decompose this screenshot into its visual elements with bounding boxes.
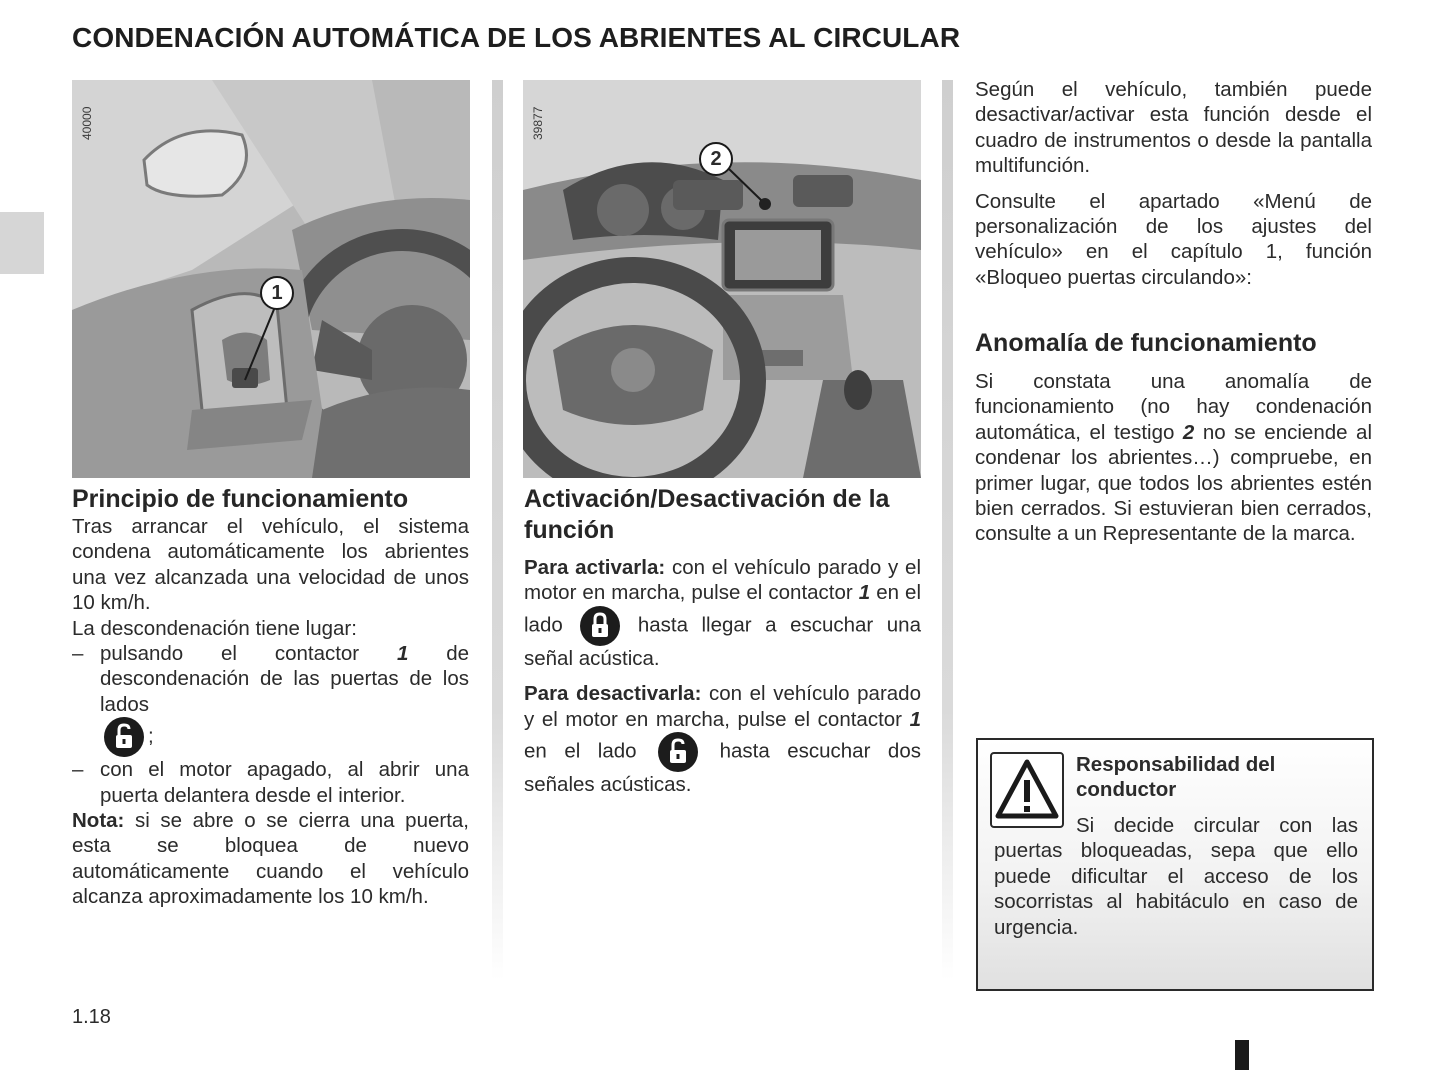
anomalia-paragraph	[975, 369, 1372, 547]
callout-1: 1	[260, 276, 294, 310]
anomalia-text-part: Si constata una anomalía de funcionamiento (no hay condenación automática, el testigo	[975, 370, 1372, 444]
callout-ref: 2	[1182, 420, 1195, 444]
column-separator	[492, 80, 503, 980]
descondenacion-intro: La descondenación tiene lugar:	[72, 616, 357, 640]
lock-icon	[580, 606, 620, 646]
column3-paragraph: Según el vehículo, también puede desactivar/activar esta función desde el cuadro de instrumentos o desde la pantalla multifunción.	[975, 78, 1372, 178]
activar-paragraph	[524, 555, 921, 671]
note-label: Nota:	[72, 809, 125, 833]
page-title: CONDENACIÓN AUTOMÁTICA DE LOS ABRIENTES AL CIRCULAR	[72, 22, 961, 53]
principio-text	[72, 514, 469, 910]
note-paragraph	[72, 808, 469, 910]
activar-label: Para activarla:	[524, 556, 666, 579]
note-text: si se abre o se cierra una puerta, esta se bloquea de nuevo automáticamente cuando el vehículo alcanza aproximadamente los 10 km/h.	[72, 809, 469, 909]
callout-ref: 1	[858, 581, 871, 605]
bullet-end: ;	[148, 724, 154, 748]
section-heading-activacion: Activación/Desactivación de la función	[524, 485, 890, 544]
figure-code: 40000	[80, 106, 94, 140]
door-panel-photo	[72, 80, 470, 478]
column3-paragraph: Consulte el apartado «Menú de personalización de los ajustes del vehículo» en el capítulo 1, función «Bloqueo puertas circulando»:	[975, 189, 1372, 289]
desactivar-label: Para desactivarla:	[524, 682, 702, 706]
activar-text: en el lado	[524, 581, 922, 637]
warning-box	[976, 738, 1374, 991]
desactivar-text: con el vehículo parado y el motor en marcha, pulse el contactor	[524, 682, 921, 731]
activar-text: hasta llegar a escuchar una señal acústica.	[524, 613, 921, 670]
page-number: 1.18	[72, 1006, 111, 1028]
dashboard-photo	[523, 80, 921, 478]
anomalia-text	[975, 369, 1372, 547]
desactivar-text: hasta escuchar dos señales acústicas.	[524, 739, 921, 797]
section-heading-principio: Principio de funcionamiento	[72, 485, 409, 513]
callout-ref: 1	[396, 642, 409, 666]
anomalia-text-part: no se enciende al condenar los abrientes…) compruebe, en primer lugar, que todos los abrientes estén bien cerrados. Si estuvieran bien cerrados, consulte a un Representante de la marca.	[975, 420, 1372, 546]
bullet-item	[72, 757, 469, 808]
callout-2: 2	[699, 142, 733, 176]
section-heading-anomalia: Anomalía de funcionamiento	[975, 329, 1317, 357]
warning-text: Si decide circular con las puertas bloqueadas, sepa que ello puede dificultar el acceso de los socorristas al habitáculo en caso de urgencia.	[994, 814, 1358, 939]
figure-code: 39877	[531, 106, 545, 140]
bullet-item	[72, 641, 469, 757]
desactivar-text: en el lado	[524, 739, 637, 763]
unlock-icon	[658, 732, 698, 772]
activacion-text	[524, 555, 921, 797]
bullet-text: de descondenación de las puertas de los lados	[100, 642, 470, 716]
callout-ref: 1	[909, 707, 921, 731]
edge-marker	[1235, 1040, 1249, 1070]
column3-intro	[975, 77, 1372, 290]
warning-title: Responsabilidad del conductor	[1076, 753, 1276, 802]
column-separator	[942, 80, 953, 980]
bullet-text: con el motor apagado, al abrir una puerta delantera desde el interior.	[100, 758, 469, 807]
principio-paragraph: Tras arrancar el vehículo, el sistema condena automáticamente los abrientes una vez alcanzada una velocidad de unos 10 km/h.	[72, 515, 469, 615]
desactivar-paragraph	[524, 681, 921, 797]
chapter-tab	[0, 212, 44, 274]
dashboard-illustration	[523, 80, 921, 478]
bullet-text: pulsando el contactor	[100, 642, 397, 666]
unlock-icon	[104, 717, 144, 757]
activar-text: con el vehículo parado y el motor en marcha, pulse el contactor	[524, 556, 921, 605]
